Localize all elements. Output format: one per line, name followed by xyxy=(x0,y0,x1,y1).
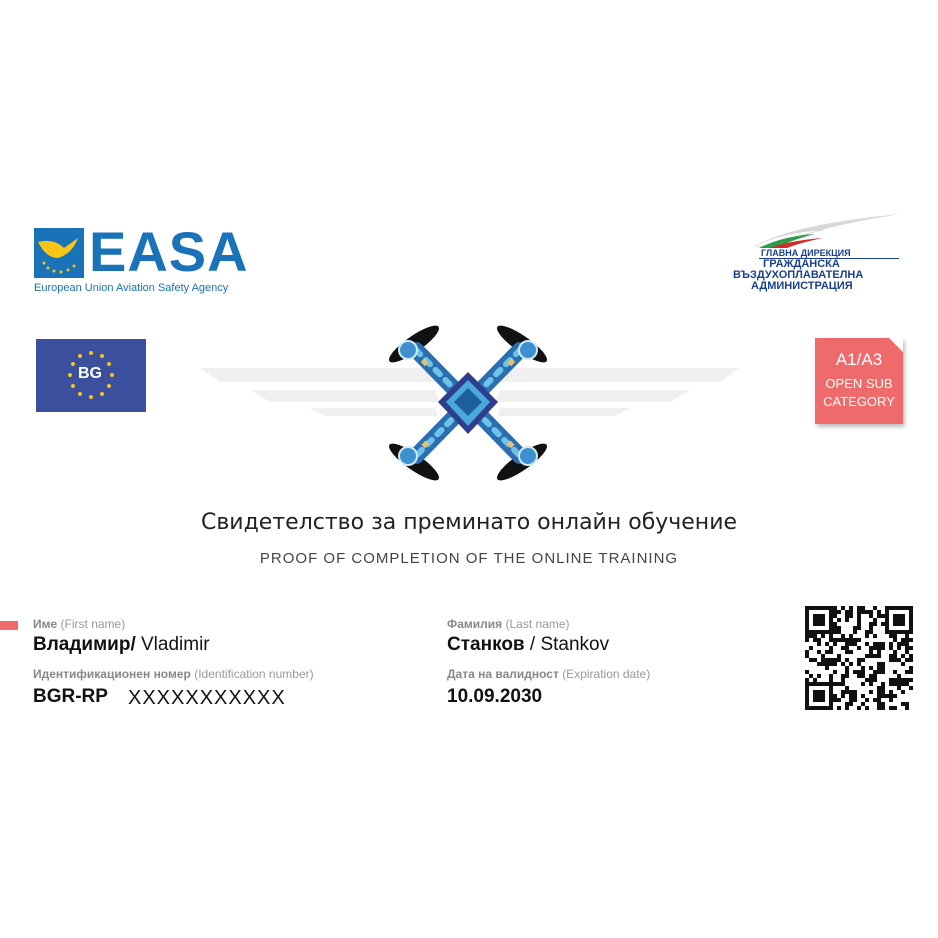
badge-line-1: A1/A3 xyxy=(835,350,883,369)
first-name-label-bg: Име xyxy=(33,617,58,631)
red-marker xyxy=(0,621,18,630)
last-name-value-bg: Станков xyxy=(447,634,525,655)
id-number-value: XXXXXXXXXXX xyxy=(128,687,286,709)
caa-line-4: АДМИНИСТРАЦИЯ xyxy=(751,280,853,292)
easa-subtitle: European Union Aviation Safety Agency xyxy=(34,282,229,294)
expiration-label xyxy=(447,667,650,681)
title-english: PROOF OF COMPLETION OF THE ONLINE TRAINING xyxy=(259,550,679,567)
title-bulgarian: Свидетелство за преминато онлайн обучение xyxy=(200,510,738,535)
id-number-prefix: BGR-RP xyxy=(33,686,108,707)
first-name-label xyxy=(33,617,125,631)
easa-bird-icon xyxy=(34,228,84,278)
badge-line-2: OPEN SUB xyxy=(825,376,893,391)
caa-swoosh-icon xyxy=(753,210,903,250)
first-name-value-en: Vladimir xyxy=(135,634,210,655)
id-number-label-bg: Идентификационен номер xyxy=(33,667,191,681)
last-name-label-en: (Last name) xyxy=(505,617,570,631)
expiration-value: 10.09.2030 xyxy=(447,686,543,707)
id-number-label-en: (Identification number) xyxy=(194,667,314,681)
first-name-label-en: (First name) xyxy=(60,617,126,631)
caa-line-2: ГРАЖДАНСКА xyxy=(763,258,840,270)
caa-line-3: ВЪЗДУХОПЛАВАТЕЛНА xyxy=(733,269,864,281)
easa-wordmark: EASA xyxy=(89,220,249,283)
caa-logo xyxy=(733,210,903,296)
id-number-label xyxy=(33,667,314,681)
expiration-label-en: (Expiration date) xyxy=(562,667,651,681)
category-badge xyxy=(815,338,903,424)
flag-label: BG xyxy=(78,365,102,382)
expiration-label-bg: Дата на валидност xyxy=(447,667,559,681)
drone-icon xyxy=(378,312,558,494)
last-name-value xyxy=(447,634,609,656)
caa-line-1: ГЛАВНА ДИРЕКЦИЯ xyxy=(761,248,851,258)
eu-flag xyxy=(36,339,146,412)
last-name-label-bg: Фамилия xyxy=(447,617,503,631)
first-name-value xyxy=(33,634,210,656)
qr-code-icon xyxy=(805,606,913,710)
first-name-value-bg: Владимир/ xyxy=(33,634,136,655)
last-name-value-en: / Stankov xyxy=(524,634,610,655)
last-name-label xyxy=(447,617,570,631)
easa-logo xyxy=(34,220,249,298)
badge-line-3: CATEGORY xyxy=(823,394,895,409)
